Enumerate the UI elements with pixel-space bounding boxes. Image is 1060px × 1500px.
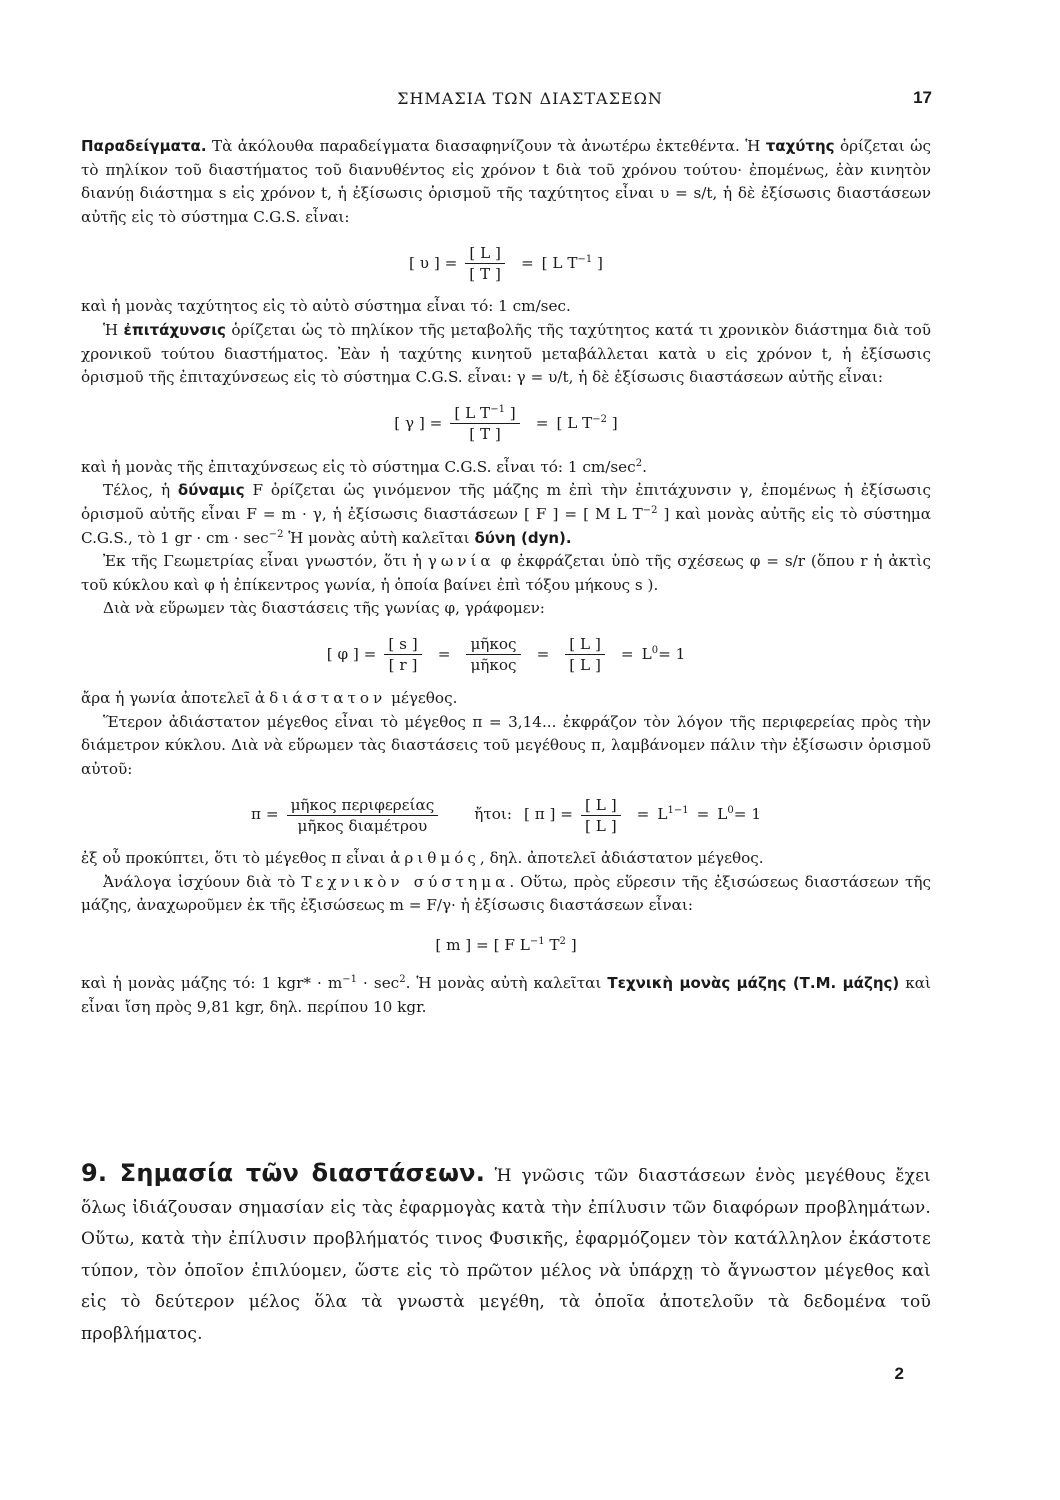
fraction — [466, 634, 520, 675]
exponent: 2 — [559, 936, 566, 948]
num-text: ] — [504, 404, 516, 423]
eq-lhs: [ γ ] = — [394, 413, 443, 432]
exponent: 0 — [651, 645, 659, 657]
rhs: ] — [606, 413, 618, 432]
rhs: [ L T — [556, 413, 593, 432]
text: Ἡ — [103, 320, 124, 339]
exponent: −1 — [490, 404, 505, 416]
exponent: −2 — [592, 413, 607, 425]
equation-angle — [81, 627, 931, 683]
section-9 — [81, 1158, 931, 1350]
rhs: = 1 — [658, 645, 686, 664]
eq-text: ] — [565, 936, 577, 955]
paragraph-mass-unit — [81, 972, 931, 1019]
paragraph-pi: Ἕτερον ἀδιάστατον μέγεθος εἶναι τὸ μέγεθος π = 3,14... ἐκφράζον τὸν λόγον τῆς περιφερείας πρὸς τὴν διάμετρον κύκλου. Διὰ νὰ εὕρωμεν τὰς διαστάσεις τοῦ μεγέθους π, λαμβάνομεν πάλιν τὴν ἐξίσωσιν ὁρισμοῦ αὐτοῦ: — [81, 712, 931, 778]
equals: = — [437, 645, 451, 664]
equation-velocity — [81, 235, 931, 291]
eq-mass — [435, 934, 576, 958]
denominator: μῆκος — [470, 656, 517, 675]
exponent: −2 — [642, 504, 658, 516]
spaced-word: ἀριθμός — [390, 849, 480, 868]
text: ἐξ οὗ προκύπτει, ὅτι τὸ μέγεθος π εἶναι — [81, 849, 391, 868]
text: ἄρα ἡ γωνία ἀποτελεῖ — [81, 688, 255, 707]
text: καὶ ἡ μονὰς μάζης τό: 1 kgr* · m — [81, 974, 343, 993]
paragraph-technical-system — [81, 871, 931, 918]
section-text: Ἡ γνῶσις τῶν διαστάσεων ἑνὸς μεγέθους ἔχει ὅλως ἰδιάζουσαν σημασίαν εἰς τὰς ἐφαρμογὰς κατὰ τὴν ἐπίλυσιν τῶν διαφόρων προβλημάτων. Οὕτω, κατὰ τὴν ἐπίλυσιν προβλήματός τινος Φυσικῆς, ἐφαρμόζομεν τὸν κατάλληλον ἑκάστοτε τύπον, τὸν ὁποῖον ἐπιλύομεν, ὥστε εἰς τὸ πρῶτον μέλος νὰ ὑπάρχῃ τὸ ἄγνωστον μέγεθος καὶ εἰς τὸ δεύτερον μέλος ὅλα τὰ γνωστὰ μεγέθη, τὰ ὁποῖα ἀποτελοῦν τὰ δεδομένα τοῦ προβλήματος. — [81, 1166, 932, 1344]
eq-lhs: [ π ] = — [523, 805, 574, 824]
term-force: δύναμις — [177, 481, 245, 500]
rhs: L — [717, 805, 728, 824]
equals: = — [696, 805, 710, 824]
denominator: [ r ] — [388, 656, 418, 675]
equation-pi — [81, 787, 931, 843]
paragraph-force — [81, 479, 931, 550]
text: Ἐκ τῆς Γεωμετρίας εἶναι γνωστόν, ὅτι ἡ — [103, 552, 428, 571]
term-dyn: δύνη (dyn). — [474, 528, 572, 547]
denominator: [ L ] — [585, 816, 617, 835]
rhs: L — [641, 645, 652, 664]
eq-text: [ m ] = [ F L — [435, 936, 530, 955]
fraction — [450, 403, 519, 444]
text: . Ἡ μονὰς αὐτὴ καλεῖται — [405, 974, 608, 993]
connector: ἤτοι: — [474, 805, 512, 824]
exponent: 1−1 — [667, 805, 689, 817]
text: · sec — [357, 974, 400, 993]
text: Τέλος, ἡ — [103, 481, 178, 500]
text: . Οὕτω, πρὸς εὕρεσιν τῆς ἐξισώσεως διαστάσεων τῆς μάζης, ἀναχωροῦμεν ἐκ τῆς ἐξισώσεως m = F/γ· ἡ ἐξίσωσις διαστάσεων εἶναι: — [81, 872, 931, 915]
exponent: 0 — [727, 805, 734, 817]
text: ὁρίζεται ὡς τὸ πηλίκον τοῦ διαστήματος τοῦ διανυθέντος εἰς χρόνον t διὰ τοῦ χρόνου τούτου· ἐπομένως, ἐὰν κινητὸν διανύῃ διάστημα s εἰς χρόνον t, ἡ ἐξίσωσις ὁρισμοῦ τῆς ταχύτητος εἶναι υ = s/t, ἡ δὲ ἐξίσωσις διαστάσεων αὐτῆς εἰς τὸ σύστημα C.G.S. εἶναι: — [81, 137, 931, 226]
paragraph-dimensionless — [81, 687, 931, 711]
denominator: [ T ] — [469, 425, 501, 444]
eq-result — [642, 643, 686, 667]
denominator: μῆκος διαμέτρου — [297, 816, 428, 835]
lead-term: Παραδείγματα. — [81, 137, 207, 155]
fraction — [287, 795, 439, 836]
numerator: μῆκος — [466, 634, 520, 655]
exponent: −1 — [342, 974, 358, 986]
running-header: ΣΗΜΑΣΙΑ ΤΩΝ ΔΙΑΣΤΑΣΕΩΝ — [397, 89, 663, 108]
denominator: [ T ] — [469, 264, 501, 283]
rhs: ] — [592, 253, 603, 272]
numerator: μῆκος περιφερείας — [287, 795, 439, 816]
equals: = — [520, 253, 534, 272]
eq-rhs — [542, 252, 603, 276]
text: . — [642, 457, 647, 476]
text: μέγεθος. — [386, 688, 458, 707]
equation-mass — [81, 924, 931, 968]
text: ὁρίζεται ὡς τὸ πηλίκον τῆς μεταβολῆς τῆς ταχύτητος κατά τι χρονικὸν διάστημα διὰ τοῦ χρονικοῦ τούτου διαστήματος. Ἐὰν ἡ ταχύτης κινητοῦ μεταβάλλεται κατὰ υ εἰς χρόνον t, ἡ ἐξίσωσις ὁρισμοῦ τῆς ἐπιταχύνσεως εἰς τὸ σύστημα C.G.S. εἶναι: γ = υ/t, ἡ δὲ ἐξίσωσις διαστάσεων αὐτῆς εἶναι: — [81, 320, 931, 387]
rhs: = 1 — [733, 805, 761, 824]
text: καὶ εἶναι ἴση πρὸς 9,81 kgr, δηλ. περίπου 10 kgr. — [81, 974, 932, 1016]
fraction — [465, 243, 505, 284]
exponent: −2 — [268, 528, 284, 540]
text: F ὁρίζεται ὡς γινόμενον τῆς μάζης m ἐπὶ τὴν ἐπιτάχυνσιν γ, ἐπομένως ἡ ἐξίσωσις ὁρισμοῦ αὐτῆς εἶναι F = m · γ, ἡ ἐξίσωσις διαστάσεων [ F ] = [ M L T — [81, 481, 931, 523]
fraction — [581, 795, 621, 836]
eq-result — [717, 803, 761, 827]
paragraph-acceleration — [81, 319, 931, 390]
spaced-word: Τεχνικὸν σύστημα — [301, 872, 510, 891]
eq-rhs — [556, 412, 617, 436]
text: Ἀνάλογα ἰσχύουν διὰ τὸ — [103, 872, 302, 891]
eq-lhs: [ υ ] = — [409, 253, 458, 272]
numerator: [ L ] — [465, 243, 505, 264]
numerator: [ L ] — [565, 634, 605, 655]
paragraph-pi-result — [81, 847, 931, 871]
paragraph-velocity-unit: καὶ ἡ μονὰς ταχύτητος εἰς τὸ αὐτὸ σύστημα εἶναι τό: 1 cm/sec. — [81, 297, 571, 316]
eq-term — [657, 803, 688, 827]
numerator — [450, 403, 519, 424]
paragraph-examples — [81, 135, 931, 229]
paragraph-angle-dims: Διὰ νὰ εὕρωμεν τὰς διαστάσεις τῆς γωνίας φ, γράφομεν: — [103, 599, 545, 618]
equation-acceleration — [81, 396, 931, 452]
equals: = — [536, 645, 550, 664]
exponent: −1 — [577, 253, 593, 265]
equals: = — [636, 805, 650, 824]
text: φ ἐκφράζεται ὑπὸ τῆς σχέσεως φ = s/r (ὅπου r ἡ ἀκτὶς τοῦ κύκλου καὶ φ ἡ ἐπίκεντρος γωνία, ἡ ὁποία βαίνει ἐπὶ τόξου μήκους s ). — [81, 552, 931, 594]
eq-lhs: [ φ ] = — [326, 645, 377, 664]
text: ] καὶ μονὰς αὐτῆς εἰς τὸ σύστημα C.G.S., τὸ 1 gr · cm · sec — [81, 504, 931, 547]
fraction — [565, 634, 605, 675]
rhs: [ L T — [541, 253, 578, 272]
exponent: 2 — [399, 974, 406, 986]
text: καὶ ἡ μονὰς τῆς ἐπιταχύνσεως εἰς τὸ σύστημα C.G.S. εἶναι τό: 1 cm/sec — [81, 457, 636, 476]
denominator: [ L ] — [569, 656, 601, 675]
exponent: −1 — [529, 936, 545, 948]
eq-lhs: π = — [251, 805, 279, 824]
body-text — [81, 135, 931, 1019]
paragraph-angle — [81, 550, 931, 597]
section-paragraph — [81, 1158, 931, 1350]
text: Τὰ ἀκόλουθα παραδείγματα διασαφηνίζουν τὰ ἀνωτέρω ἐκτεθέντα. Ἡ — [206, 137, 766, 155]
equals: = — [620, 645, 634, 664]
term-technical-mass-unit: Τεχνικὴ μονὰς μάζης (Τ.Μ. μάζης) — [607, 974, 900, 993]
text: , δηλ. ἀποτελεῖ ἀδιάστατον μέγεθος. — [479, 849, 764, 868]
numerator: [ s ] — [384, 634, 421, 655]
spaced-word: γωνία — [427, 552, 495, 571]
term-velocity: ταχύτης — [765, 137, 835, 155]
equals: = — [535, 413, 549, 432]
section-heading: 9. Σημασία τῶν διαστάσεων. — [81, 1159, 486, 1187]
exponent: 2 — [635, 457, 643, 469]
fraction — [384, 634, 421, 675]
paragraph-acceleration-unit — [81, 456, 931, 480]
rhs: L — [657, 805, 668, 824]
signature-number: 2 — [894, 1364, 904, 1383]
term-acceleration: ἐπιτάχυνσις — [123, 320, 226, 339]
eq-text: T — [544, 936, 560, 955]
numerator: [ L ] — [581, 795, 621, 816]
page-number: 17 — [913, 88, 932, 107]
text: Ἡ μονὰς αὐτὴ καλεῖται — [283, 528, 475, 547]
num-text: [ L T — [454, 404, 491, 423]
spaced-word: ἀδιάστατον — [254, 688, 387, 707]
